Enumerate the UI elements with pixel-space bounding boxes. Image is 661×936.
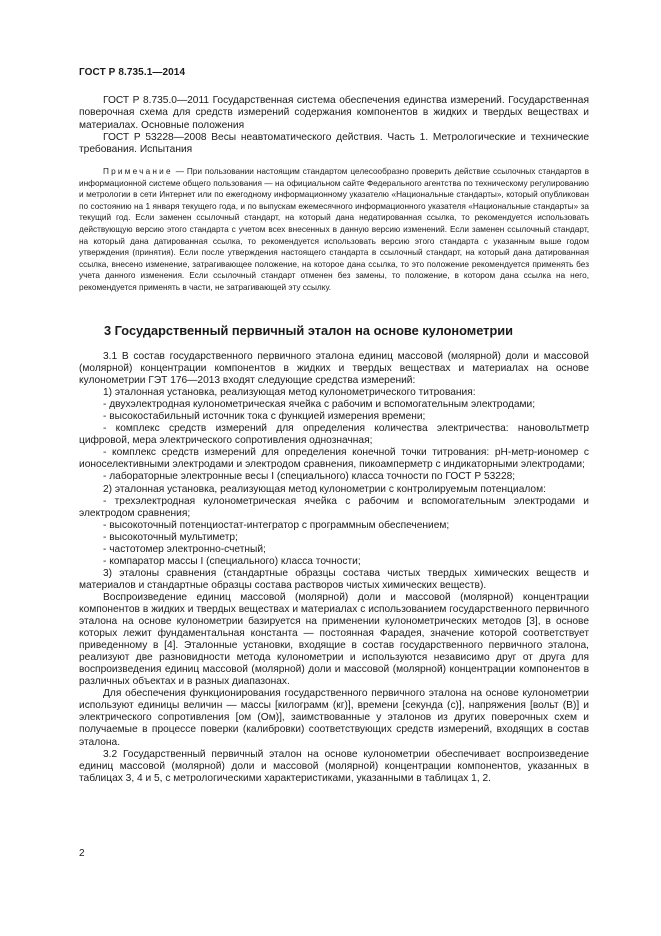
list-item: 1) эталонная установка, реализующая метод кулонометрического титрования: — [103, 387, 476, 399]
list-item: 2) эталонная установка, реализующая метод кулонометрии с контролируемым потенциалом: — [103, 483, 546, 495]
paragraph: 3.1 В состав государственного первичного эталона единиц массовой (молярной) доли и массовой (молярной) концентрации компонентов в жидких и твердых веществах и материалах на основе кулонометрии ГЭТ 176—2013 входят следующие средства измерений: — [79, 351, 589, 387]
reference-item: ГОСТ Р 8.735.0—2011 Государственная система обеспечения единства измерений. Государственная поверочная схема для средств измерений содержания компонентов в жидких и твердых веществах и материалах. Основные положения — [79, 95, 589, 131]
paragraph: Воспроизведение единиц массовой (молярной) доли и массовой (молярной) концентрации компонентов в жидких и твердых веществах и материалах с использованием государственного первичного эталона на основе кулонометрии базируется на применении кулонометрических методов [3], в основе которых лежит фундаментальная константа — постоянная Фарадея, значение которой соответствует приведенному в [4]. Эталонные установки, входящие в состав государственного первичного эталона, реализуют две разновидности метода кулонометрии и используются независимо друг от друга для воспроизведения единиц массовой (молярной) доли и массовой (молярной) концентрации компонентов в различных объектах и в разных диапазонах. — [79, 591, 589, 688]
list-item: - лабораторные электронные весы I (специального) класса точности по ГОСТ Р 53228; — [103, 471, 516, 483]
document-header-code: ГОСТ Р 8.735.1—2014 — [79, 67, 186, 78]
list-item: 3) эталоны сравнения (стандартные образцы состава чистых твердых химических веществ и материалов и стандартные образцы состава растворов чистых химических веществ). — [79, 567, 589, 591]
list-item: - частотомер электронно-счетный; — [103, 543, 266, 555]
list-item: - комплекс средств измерений для определения количества электричества: нановольтметр цифровой, мера электрического сопротивления однозначная; — [79, 423, 589, 447]
paragraph: Для обеспечения функционирования государственного первичного эталона на основе кулонометрии используют единицы величин — массы [килограмм (кг)], времени [секунда (с)], напряжения [вольт (В)] и электрического сопротивления [ом (Ом)], заимствованные у эталонов из других поверочных схем и получаемые в процессе поверки (калибровки) соответствующих средств измерений, входящих в состав эталона. — [79, 688, 589, 748]
reference-item: ГОСТ Р 53228—2008 Весы неавтоматического действия. Часть 1. Метрологические и технические требования. Испытания — [79, 131, 589, 156]
list-item: - двухэлектродная кулонометрическая ячейка с рабочим и вспомогательным электродами; — [103, 399, 536, 411]
note-label: Примечание — [103, 167, 173, 176]
list-item: - высокоточный мультиметр; — [103, 531, 238, 543]
note-block — [79, 166, 589, 294]
list-item: - трехэлектродная кулонометрическая ячейка с рабочим и вспомогательным электродами и электродом сравнения; — [79, 495, 589, 519]
note-paragraph — [79, 166, 589, 294]
section-title: 3 Государственный первичный эталон на основе кулонометрии — [104, 323, 513, 338]
note-text: — При пользовании настоящим стандартом целесообразно проверить действие ссылочных стандартов в информационной системе общего пользования — на официальном сайте Федерального агентства по техническому регулированию и метрологии в сети Интернет или по ежегодному информационному указателю «Национальные стандарты», который опубликован по состоянию на 1 января текущего года, и по выпускам ежемесячного информационного указателя «Национальные стандарты» за текущий год. Если заменен ссылочный стандарт, на который дана недатированная ссылка, то рекомендуется использовать действующую версию этого стандарта с учетом всех внесенных в данную версию изменений. Если заменен ссылочный стандарт, на который дана датированная ссылка, то рекомендуется использовать версию этого стандарта с указанным выше годом утверждения (принятия). Если после утверждения настоящего стандарта в ссылочный стандарт, на который дана датированная ссылка, внесено изменение, затрагивающее положение, на которое дана ссылка, то это положение рекомендуется применять без учета данного изменения. Если ссылочный стандарт отменен без замены, то положение, в котором дана ссылка на него, рекомендуется применять в части, не затрагивающей эту ссылку. — [79, 167, 590, 292]
list-item: - комплекс средств измерений для определения конечной точки титрования: рН-метр-иономер с ионоселективными электродами и электродом сравнения, пикоамперметр с индикаторными электродами; — [79, 447, 589, 471]
paragraph: 3.2 Государственный первичный эталон на основе кулонометрии обеспечивает воспроизведение единиц массовой (молярной) доли и массовой (молярной) концентрации компонентов, указанных в таблицах 3, 4 и 5, с метрологическими характеристиками, указанными в таблицах 1, 2. — [79, 748, 589, 784]
section-body — [79, 351, 589, 785]
list-item: - компаратор массы I (специального) класса точности; — [103, 555, 361, 567]
normative-references — [79, 95, 589, 156]
list-item: - высокоточный потенциостат-интегратор с программным обеспечением; — [103, 519, 450, 531]
page-number: 2 — [79, 848, 85, 859]
list-item: - высокостабильный источник тока с функцией измерения времени; — [103, 411, 426, 423]
